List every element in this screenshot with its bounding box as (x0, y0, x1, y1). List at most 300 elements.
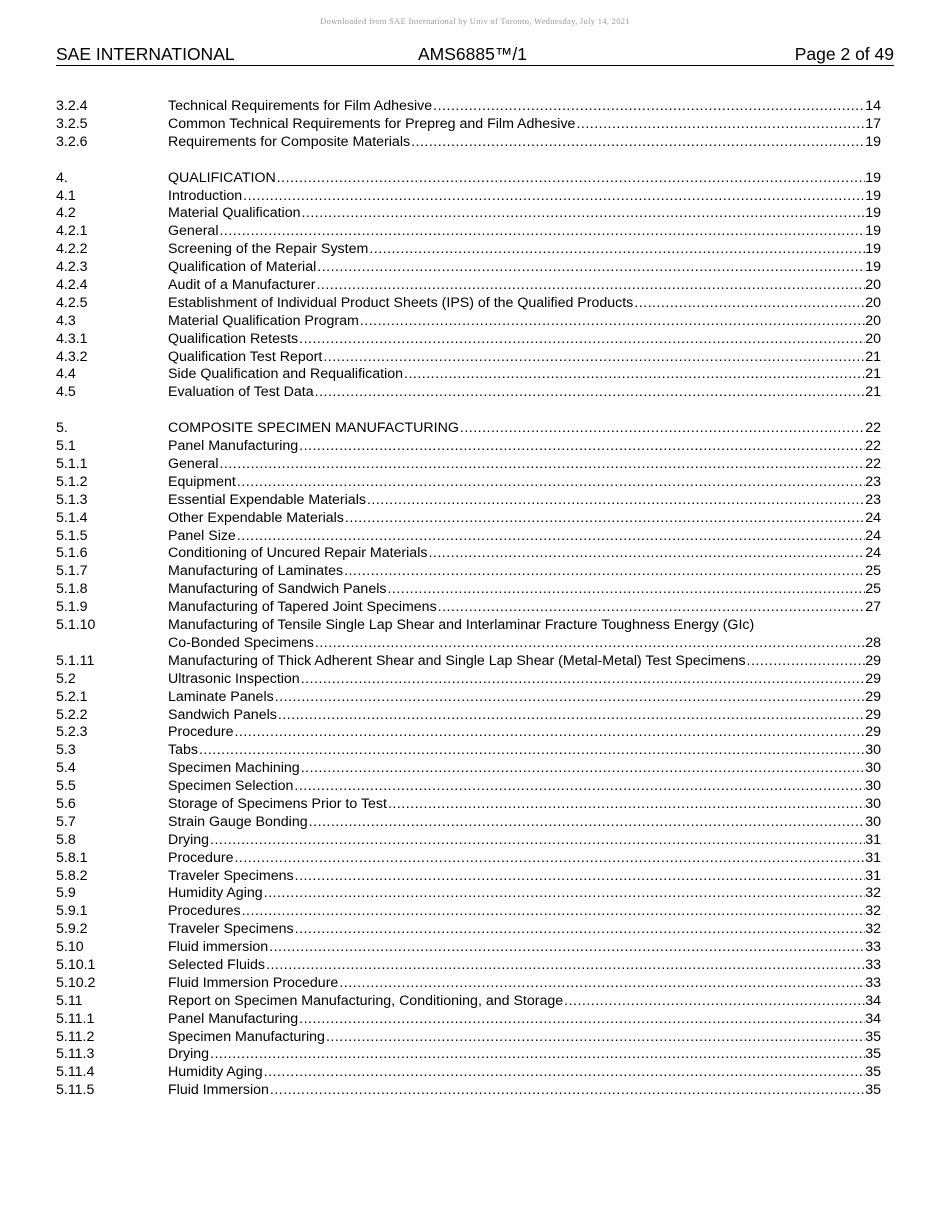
toc-section-number: 4.2.3 (56, 259, 88, 276)
toc-section-title: Report on Specimen Manufacturing, Conditioning, and Storage (168, 992, 564, 1009)
dot-leader (575, 116, 865, 134)
toc-page-number: 19 (865, 223, 881, 240)
toc-section-title: Drying (168, 831, 209, 848)
toc-entry[interactable] (56, 599, 881, 617)
toc-page-number: 33 (865, 974, 881, 991)
download-watermark: Downloaded from SAE International by Univ of Toronto, Wednesday, July 14, 2021 (320, 16, 630, 26)
toc-section-title: Qualification Test Report (168, 348, 323, 365)
toc-entry-body (168, 832, 881, 850)
dot-leader (322, 349, 865, 367)
toc-entry[interactable] (56, 545, 881, 563)
toc-section-number: 5.10.2 (56, 974, 96, 991)
dot-leader (344, 510, 865, 528)
toc-entry-body (168, 384, 881, 402)
dot-leader (366, 492, 865, 510)
toc-page-number: 19 (865, 169, 881, 186)
toc-section-number: 4.3.2 (56, 348, 88, 365)
toc-entry[interactable] (56, 313, 881, 331)
dot-leader (263, 885, 865, 903)
toc-entry-body (168, 868, 881, 886)
table-of-contents (56, 98, 881, 1100)
toc-entry[interactable] (56, 617, 881, 653)
dot-leader (300, 205, 865, 223)
toc-page-number: 31 (865, 849, 881, 866)
dot-leader (563, 993, 865, 1011)
toc-page-number: 30 (865, 813, 881, 830)
toc-entry-body (168, 581, 881, 599)
page-header (56, 44, 894, 66)
toc-page-number: 29 (865, 688, 881, 705)
toc-entry-body (168, 993, 881, 1011)
toc-section-title: QUALIFICATION (168, 169, 276, 186)
toc-section-number: 5.1.6 (56, 545, 88, 562)
toc-section-title: Side Qualification and Requalification (168, 366, 404, 383)
toc-entry[interactable] (56, 850, 881, 868)
toc-entry[interactable] (56, 814, 881, 832)
toc-entry[interactable] (56, 510, 881, 528)
toc-entry-body (168, 1064, 881, 1082)
toc-entry[interactable] (56, 1046, 881, 1064)
toc-entry[interactable] (56, 563, 881, 581)
toc-section-title: Establishment of Individual Product Sheets (IPS) of the Qualified Products (168, 294, 634, 311)
toc-entry-body (168, 170, 881, 188)
header-page-number: Page 2 of 49 (794, 44, 894, 64)
toc-page-number: 31 (865, 867, 881, 884)
dot-leader (386, 581, 865, 599)
dot-leader (300, 671, 865, 689)
toc-section-title: Tabs (168, 742, 198, 759)
dot-leader (314, 635, 865, 653)
dot-leader (437, 599, 865, 617)
toc-page-number: 24 (865, 509, 881, 526)
dot-leader (316, 259, 865, 277)
toc-entry[interactable] (56, 832, 881, 850)
toc-section-number: 4.1 (56, 187, 76, 204)
dot-leader (368, 241, 865, 259)
dot-leader (315, 277, 865, 295)
toc-page-number: 35 (865, 1064, 881, 1081)
toc-page-number: 25 (865, 563, 881, 580)
dot-leader (359, 313, 865, 331)
dot-leader (338, 975, 865, 993)
toc-entry[interactable] (56, 492, 881, 510)
toc-page-number: 19 (865, 205, 881, 222)
dot-leader (427, 545, 865, 563)
toc-entry[interactable] (56, 581, 881, 599)
toc-page-number: 34 (865, 992, 881, 1009)
toc-entry[interactable] (56, 384, 881, 402)
toc-entry-body (168, 116, 881, 134)
dot-leader (233, 724, 865, 742)
toc-page-number: 30 (865, 778, 881, 795)
toc-entry[interactable] (56, 331, 881, 349)
toc-entry-body (168, 760, 881, 778)
toc-entry[interactable] (56, 188, 881, 206)
toc-entry-body (168, 295, 881, 313)
toc-section-number: 5.8 (56, 831, 76, 848)
toc-entry[interactable] (56, 653, 881, 671)
toc-entry-body (168, 850, 881, 868)
toc-page-number: 21 (865, 348, 881, 365)
dot-leader (218, 223, 865, 241)
toc-section-title: Panel Size (168, 527, 236, 544)
toc-entry-body (168, 331, 881, 349)
toc-section-title: Qualification Retests (168, 330, 299, 347)
toc-section-number: 5.6 (56, 795, 76, 812)
toc-section-number: 5.2.3 (56, 724, 88, 741)
toc-entry-body (168, 599, 881, 617)
toc-page-number: 14 (865, 98, 881, 114)
toc-section-number: 5.11.3 (56, 1046, 95, 1063)
dot-leader (298, 1011, 865, 1029)
toc-section-number: 5.1.3 (56, 491, 88, 508)
toc-page-number: 19 (865, 133, 881, 150)
toc-section-title: Humidity Aging (168, 885, 263, 902)
toc-page-number: 21 (865, 384, 881, 401)
toc-page-number: 24 (865, 545, 881, 562)
dot-leader (263, 1064, 865, 1082)
toc-entry-body (168, 742, 881, 760)
toc-section-title: Specimen Machining (168, 760, 300, 777)
toc-section-title: Manufacturing of Laminates (168, 563, 344, 580)
toc-section-title: Procedure (168, 849, 234, 866)
toc-entry-body (168, 528, 881, 546)
toc-section-title: Laminate Panels (168, 688, 274, 705)
toc-section-title: Selected Fluids (168, 957, 265, 973)
header-document-number: AMS6885™/1 (418, 44, 527, 64)
dot-leader (432, 98, 865, 116)
toc-entry-body (168, 1046, 881, 1064)
toc-section-number: 4.3.1 (56, 330, 88, 347)
toc-section-title: Panel Manufacturing (168, 1010, 299, 1027)
dot-leader (410, 134, 865, 152)
toc-page-number: 33 (865, 939, 881, 956)
toc-entry-body (168, 814, 881, 832)
toc-section-title: Audit of a Manufacturer (168, 277, 316, 294)
toc-page-number: 19 (865, 187, 881, 204)
toc-entry-body (168, 420, 881, 438)
toc-section-number: 3.2.6 (56, 133, 88, 150)
toc-entry[interactable] (56, 277, 881, 295)
toc-entry[interactable] (56, 1029, 881, 1047)
toc-entry-body (168, 259, 881, 277)
toc-section-title: COMPOSITE SPECIMEN MANUFACTURING (168, 420, 459, 437)
toc-section-number: 5.4 (56, 760, 76, 777)
toc-entry-body (168, 313, 881, 331)
toc-section-title: Manufacturing of Sandwich Panels (168, 581, 387, 598)
toc-entry[interactable] (56, 671, 881, 689)
toc-entry[interactable] (56, 241, 881, 259)
toc-entry[interactable] (56, 528, 881, 546)
toc-entry-body (168, 885, 881, 903)
toc-section-title: Evaluation of Test Data (168, 384, 314, 401)
toc-page-number: 28 (865, 634, 881, 651)
dot-leader (209, 832, 865, 850)
toc-entry[interactable] (56, 420, 881, 438)
toc-entry[interactable] (56, 116, 881, 134)
dot-leader (294, 921, 865, 939)
toc-section-number: 5.1.11 (56, 652, 95, 669)
toc-entry[interactable] (56, 975, 881, 993)
dot-leader (300, 760, 865, 778)
toc-entry-body (168, 671, 881, 689)
toc-section-number: 5.1.7 (56, 563, 88, 580)
toc-entry[interactable] (56, 474, 881, 492)
toc-entry-body (168, 724, 881, 742)
toc-entry-body (168, 1011, 881, 1029)
toc-section-title: Material Qualification Program (168, 312, 359, 329)
toc-entry-body (168, 796, 881, 814)
dot-leader (276, 170, 865, 188)
toc-section-title: Fluid Immersion (168, 1082, 269, 1099)
toc-section-title: Essential Expendable Materials (168, 491, 366, 508)
toc-section-title: Ultrasonic Inspection (168, 670, 300, 687)
toc-entry[interactable] (56, 295, 881, 313)
toc-entry-body (168, 921, 881, 939)
dot-leader (294, 868, 865, 886)
toc-section-title: Technical Requirements for Film Adhesive (168, 98, 433, 114)
toc-entry-body (168, 939, 881, 957)
toc-entry[interactable] (56, 778, 881, 796)
toc-entry-body (168, 456, 881, 474)
toc-section-title: General (168, 456, 219, 473)
toc-entry[interactable] (56, 349, 881, 367)
dot-leader (274, 689, 865, 707)
toc-entry-body (168, 134, 881, 152)
toc-section-number: 5.1.4 (56, 509, 88, 526)
toc-page-number: 19 (865, 241, 881, 258)
dot-leader (236, 474, 865, 492)
toc-entry-body (168, 689, 881, 707)
toc-section-number: 5.9.2 (56, 921, 88, 938)
dot-leader (218, 456, 865, 474)
toc-page-number: 33 (865, 957, 881, 973)
toc-section-title: General (168, 223, 219, 240)
toc-section-title: Conditioning of Uncured Repair Materials (168, 545, 428, 562)
toc-entry[interactable] (56, 921, 881, 939)
toc-section-title: Traveler Specimens (168, 867, 294, 884)
toc-entry-body (168, 492, 881, 510)
toc-entry[interactable] (56, 796, 881, 814)
toc-page-number: 29 (865, 724, 881, 741)
toc-section-number: 4.3 (56, 312, 76, 329)
toc-section-title: Drying (168, 1046, 209, 1063)
dot-leader (387, 796, 865, 814)
dot-leader (236, 528, 865, 546)
toc-entry[interactable] (56, 1082, 881, 1100)
dot-leader (269, 1082, 865, 1100)
toc-entry-body (168, 1029, 881, 1047)
toc-entry-body (168, 474, 881, 492)
toc-entry[interactable] (56, 742, 881, 760)
toc-section-number: 4.2 (56, 205, 76, 222)
toc-section-number: 5.11 (56, 992, 83, 1009)
toc-section-number: 5. (56, 420, 68, 437)
dot-leader (403, 366, 865, 384)
toc-page-number: 31 (865, 831, 881, 848)
toc-section-number: 4.2.4 (56, 277, 88, 294)
dot-leader (314, 384, 865, 402)
toc-section-title: Specimen Selection (168, 778, 294, 795)
toc-section-number: 5.8.1 (56, 849, 88, 866)
toc-page-number: 22 (865, 438, 881, 455)
toc-section-number: 5.3 (56, 742, 76, 759)
toc-page-number: 35 (865, 1082, 881, 1099)
dot-leader (277, 707, 865, 725)
toc-page-number: 20 (865, 312, 881, 329)
toc-page-number: 32 (865, 885, 881, 902)
toc-entry-body (168, 563, 881, 581)
toc-entry[interactable] (56, 707, 881, 725)
dot-leader (298, 331, 865, 349)
toc-section-number: 5.7 (56, 813, 76, 830)
toc-entry-body (168, 975, 881, 993)
toc-section-title: Humidity Aging (168, 1064, 263, 1081)
toc-section-title: Panel Manufacturing (168, 438, 299, 455)
toc-entry[interactable] (56, 438, 881, 456)
toc-section-title: Other Expendable Materials (168, 509, 344, 526)
toc-entry-body (168, 510, 881, 528)
toc-section-number: 5.1.2 (56, 473, 88, 490)
toc-section-number: 5.10.1 (56, 957, 96, 973)
header-organization: SAE INTERNATIONAL (56, 44, 235, 64)
toc-section-title: Procedures (168, 903, 241, 920)
toc-entry-body (168, 903, 881, 921)
toc-page-number: 30 (865, 742, 881, 759)
toc-page-number: 22 (865, 420, 881, 437)
toc-section-title: Qualification of Material (168, 259, 317, 276)
toc-section-number: 5.1.10 (56, 617, 96, 634)
toc-entry[interactable] (56, 689, 881, 707)
toc-entry[interactable] (56, 205, 881, 223)
toc-page-number: 17 (865, 115, 881, 132)
toc-entry[interactable] (56, 724, 881, 742)
toc-page-number: 27 (865, 599, 881, 616)
dot-leader (298, 438, 865, 456)
toc-section-number: 4.2.5 (56, 294, 88, 311)
toc-page-number: 22 (865, 456, 881, 473)
toc-entry-body (168, 205, 881, 223)
toc-entry[interactable] (56, 760, 881, 778)
toc-section-title: Sandwich Panels (168, 706, 277, 723)
toc-page-number: 20 (865, 330, 881, 347)
toc-entry-body (168, 778, 881, 796)
toc-section-number: 5.2.2 (56, 706, 88, 723)
toc-section-title: Fluid immersion (168, 939, 269, 956)
toc-entry-body (168, 241, 881, 259)
toc-section-title: Screening of the Repair System (168, 241, 369, 258)
toc-entry[interactable] (56, 868, 881, 886)
toc-entry[interactable] (56, 366, 881, 384)
toc-entry[interactable] (56, 993, 881, 1011)
toc-entry-body (168, 188, 881, 206)
toc-section-number: 4.2.1 (56, 223, 88, 240)
toc-section-number: 5.9.1 (56, 903, 88, 920)
toc-entry-body (168, 98, 881, 116)
dot-leader (198, 742, 865, 760)
toc-entry-body (168, 617, 881, 653)
toc-section-title: Specimen Manufacturing (168, 1028, 325, 1045)
toc-entry[interactable] (56, 259, 881, 277)
toc-section-number: 5.11.5 (56, 1082, 95, 1099)
toc-page-number: 35 (865, 1028, 881, 1045)
toc-entry-body (168, 707, 881, 725)
toc-entry[interactable] (56, 1064, 881, 1082)
toc-page-number: 34 (865, 1010, 881, 1027)
toc-section-number: 5.10 (56, 939, 84, 956)
toc-entry-body (168, 438, 881, 456)
toc-entry[interactable] (56, 885, 881, 903)
dot-leader (265, 957, 865, 975)
toc-entry[interactable] (56, 1011, 881, 1029)
toc-section-number: 4.4 (56, 366, 76, 383)
toc-section-number: 5.1.1 (56, 456, 88, 473)
toc-page-number: 20 (865, 294, 881, 311)
toc-section-title: Manufacturing of Tensile Single Lap Shear and Interlaminar Fracture Toughness Energy (GIc) (168, 617, 755, 634)
dot-leader (308, 814, 865, 832)
toc-section-title: Traveler Specimens (168, 921, 294, 938)
toc-entry[interactable] (56, 903, 881, 921)
dot-leader (633, 295, 865, 313)
toc-entry-body (168, 545, 881, 563)
dot-leader (233, 850, 865, 868)
dot-leader (343, 563, 865, 581)
toc-section-number: 5.1.8 (56, 581, 88, 598)
toc-entry[interactable] (56, 223, 881, 241)
toc-section-number: 4. (56, 169, 68, 186)
toc-entry-body (168, 223, 881, 241)
toc-entry[interactable] (56, 134, 881, 152)
toc-page-number: 29 (865, 652, 881, 669)
toc-section-title: Manufacturing of Tapered Joint Specimens (168, 599, 437, 616)
toc-section-title: Equipment (168, 473, 236, 490)
toc-page-number: 29 (865, 706, 881, 723)
toc-section-title: Storage of Specimens Prior to Test (168, 795, 387, 812)
toc-section-number: 5.1.9 (56, 599, 88, 616)
toc-page-number: 29 (865, 670, 881, 687)
toc-entry[interactable] (56, 170, 881, 188)
toc-entry[interactable] (56, 456, 881, 474)
dot-leader (459, 420, 865, 438)
toc-section-number: 5.2.1 (56, 688, 88, 705)
toc-entry-body (168, 1082, 881, 1100)
toc-section-title: Manufacturing of Thick Adherent Shear and Single Lap Shear (Metal-Metal) Test Specimens (168, 652, 746, 669)
section-gap (56, 152, 881, 170)
toc-section-number: 5.8.2 (56, 867, 88, 884)
dot-leader (746, 653, 865, 671)
toc-entry-body (168, 957, 881, 975)
toc-page-number: 32 (865, 921, 881, 938)
toc-page-number: 20 (865, 277, 881, 294)
toc-entry[interactable] (56, 98, 881, 116)
toc-section-number: 5.5 (56, 778, 76, 795)
toc-section-number: 4.5 (56, 384, 76, 401)
toc-section-number: 5.2 (56, 670, 76, 687)
toc-page-number: 23 (865, 473, 881, 490)
toc-entry[interactable] (56, 939, 881, 957)
toc-section-title: Introduction (168, 187, 243, 204)
toc-page-number: 23 (865, 491, 881, 508)
toc-section-title: Strain Gauge Bonding (168, 813, 308, 830)
toc-section-number: 5.9 (56, 885, 76, 902)
toc-entry-body (168, 349, 881, 367)
toc-section-title: Common Technical Requirements for Prepreg and Film Adhesive (168, 115, 576, 132)
toc-entry[interactable] (56, 957, 881, 975)
dot-leader (268, 939, 865, 957)
toc-page-number: 30 (865, 795, 881, 812)
toc-section-number: 4.2.2 (56, 241, 88, 258)
toc-section-title: Requirements for Composite Materials (168, 133, 411, 150)
